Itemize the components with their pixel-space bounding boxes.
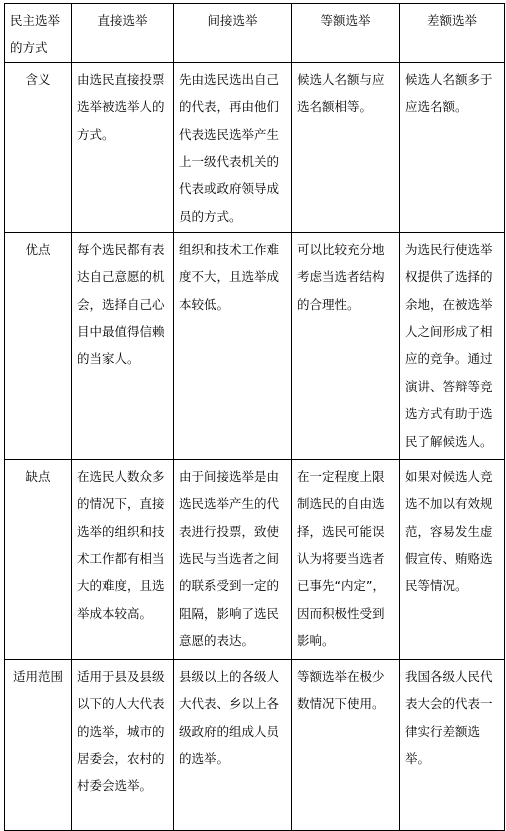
header-cell-method: 民主选举的方式	[5, 4, 72, 63]
table-cell: 适用于县及县级以下的人大代表的选举，城市的居委会，农村的村委会选举。	[72, 659, 174, 830]
row-label-advantages: 优点	[5, 232, 72, 459]
header-cell-direct: 直接选举	[72, 4, 174, 63]
table-header-row	[5, 4, 505, 63]
table-row-meaning	[5, 62, 505, 232]
table-cell: 候选人名额与应选名额相等。	[292, 62, 400, 232]
table-cell: 为选民行使选举权提供了选择的余地，在被选举人之间形成了相应的竞争。通过演讲、答辩等竞选方式有助于选民了解候选人。	[400, 232, 505, 459]
table-cell: 组织和技术工作难度不大，且选举成本较低。	[174, 232, 292, 459]
header-cell-equal: 等额选举	[292, 4, 400, 63]
header-cell-differential: 差额选举	[400, 4, 505, 63]
table-cell: 在选民人数众多的情况下，直接选举的组织和技术工作都有相当大的难度，且选举成本较高。	[72, 459, 174, 659]
table-cell: 由于间接选举是由选民选举产生的代表进行投票，致使选民与当选者之间的联系受到一定的阻隔，影响了选民意愿的表达。	[174, 459, 292, 659]
table-row-advantages	[5, 232, 505, 459]
table-cell: 等额选举在极少数情况下使用。	[292, 659, 400, 830]
table-row-disadvantages	[5, 459, 505, 659]
election-methods-table	[4, 3, 505, 831]
table-cell: 由选民直接投票选举被选举人的方式。	[72, 62, 174, 232]
table-row-scope	[5, 659, 505, 830]
header-cell-indirect: 间接选举	[174, 4, 292, 63]
row-label-disadvantages: 缺点	[5, 459, 72, 659]
row-label-scope: 适用范围	[5, 659, 72, 830]
row-label-meaning: 含义	[5, 62, 72, 232]
table-cell: 先由选民选出自己的代表，再由他们代表选民选举产生上一级代表机关的代表或政府领导成员的方式。	[174, 62, 292, 232]
table-cell: 可以比较充分地考虑当选者结构的合理性。	[292, 232, 400, 459]
table-cell: 我国各级人民代表大会的代表一律实行差额选举。	[400, 659, 505, 830]
table-cell: 每个选民都有表达自己意愿的机会，选择自己心目中最值得信赖的当家人。	[72, 232, 174, 459]
table-cell: 在一定程度上限制选民的自由选择，选民可能误认为将要当选者已事先“内定”，因而积极性受到影响。	[292, 459, 400, 659]
table-cell: 候选人名额多于应选名额。	[400, 62, 505, 232]
table-cell: 如果对候选人竞选不加以有效规范，容易发生虚假宣传、贿赂选民等情况。	[400, 459, 505, 659]
table-cell: 县级以上的各级人大代表、乡以上各级政府的组成人员的选举。	[174, 659, 292, 830]
